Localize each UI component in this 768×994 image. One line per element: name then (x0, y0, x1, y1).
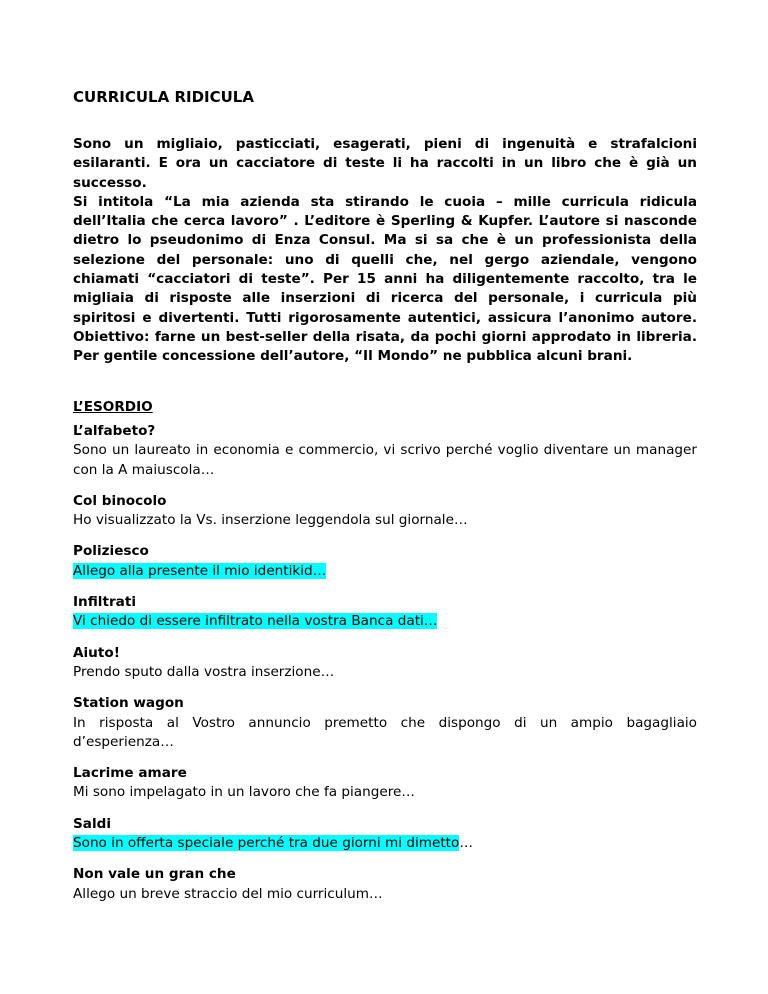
section-heading: L’ESORDIO (73, 399, 153, 415)
entry-text-highlighted: Allego alla presente il mio identikid… (73, 562, 327, 579)
entry-text-plain: Sono un laureato in economia e commercio, vi scrivo perché voglio diventare un manager con la A maiuscola… (73, 442, 697, 478)
entry (73, 644, 697, 683)
intro-paragraph: Sono un migliaio, pasticciati, esagerati, pieni di ingenuità e strafalcioni esilaranti. E ora un cacciatore di teste li ha raccolti in un libro che è già un successo. (73, 136, 697, 191)
entry (73, 492, 697, 531)
entry (73, 593, 697, 632)
entry (73, 694, 697, 752)
entry-text-highlighted: Vi chiedo di essere infiltrato nella vostra Banca dati… (73, 613, 438, 630)
entry (73, 815, 697, 854)
entry-list (73, 422, 697, 916)
entry-text-plain: Ho visualizzato la Vs. inserzione leggendola sul giornale… (73, 512, 468, 529)
entry-text (73, 441, 697, 480)
entry-text-plain: In risposta al Vostro annuncio premetto che dispongo di un ampio bagagliaio d’esperienza… (73, 714, 697, 750)
entry-title: Infiltrati (73, 594, 137, 611)
entry-text-tail: … (459, 835, 473, 852)
entry-text-plain: Allego un breve straccio del mio curriculum… (73, 885, 383, 902)
entry-text (73, 663, 697, 682)
entry-title: Non vale un gran che (73, 866, 236, 883)
entry (73, 865, 697, 904)
intro-paragraph: Si intitola “La mia azienda sta stirando le cuoia – mille curricula ridicula dell’Italia che cerca lavoro” . L’editore è Sperling & Kupfer. L’autore si nasconde dietro lo pseudonimo di Enza Consul. Ma si sa che è un professionista della selezione del personale: uno di quelli che, nel gergo aziendale, vengono chiamati “cacciatori di teste”. Per 15 anni ha diligentemente raccolto, tra le migliaia di risposte alle inserzioni di ricerca del personale, i curricula più spiritosi e divertenti. Tutti rigorosamente autentici, assicura l’anonimo autore. Obiettivo: farne un best-seller della risata, da pochi giorni approdato in libreria. Per gentile concessione dell’autore, “Il Mondo” ne pubblica alcuni brani. (73, 193, 697, 365)
entry-text (73, 612, 697, 631)
entry-text (73, 783, 697, 802)
entry-title: Aiuto! (73, 644, 120, 661)
document-title: CURRICULA RIDICULA (73, 88, 254, 106)
entry (73, 422, 697, 480)
entry-text (73, 511, 697, 530)
entry-text-plain: Mi sono impelagato in un lavoro che fa piangere… (73, 784, 415, 801)
entry-title: Poliziesco (73, 543, 149, 560)
entry-title: Lacrime amare (73, 765, 187, 782)
entry-text (73, 885, 697, 904)
entry-text (73, 562, 697, 581)
entry-text (73, 714, 697, 753)
entry-title: Station wagon (73, 695, 184, 712)
entry-text (73, 834, 697, 853)
intro-block (73, 135, 697, 367)
entry-text-highlighted: Sono in offerta speciale perché tra due giorni mi dimetto (73, 835, 460, 852)
entry-text-plain: Prendo sputo dalla vostra inserzione… (73, 663, 335, 680)
entry-title: Saldi (73, 815, 112, 832)
entry (73, 764, 697, 803)
entry-title: L’alfabeto? (73, 423, 156, 439)
entry-title: Col binocolo (73, 492, 167, 509)
entry (73, 542, 697, 581)
